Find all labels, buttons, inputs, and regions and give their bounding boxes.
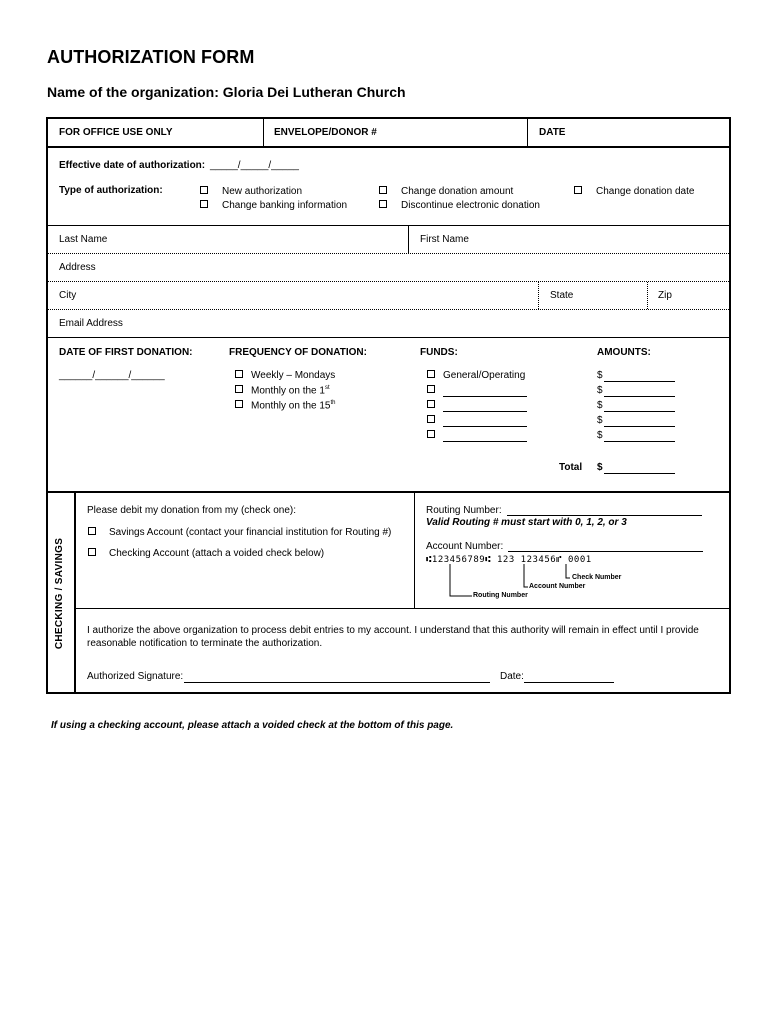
fund-name-field[interactable] — [443, 426, 527, 427]
dollar-sign: $ — [597, 415, 603, 426]
dollar-sign: $ — [597, 385, 603, 396]
routing-number-pointer — [450, 564, 472, 596]
routing-number-label: Routing Number: — [426, 505, 502, 516]
amount-field[interactable] — [604, 411, 675, 412]
dollar-sign: $ — [597, 430, 603, 441]
dollar-sign: $ — [597, 400, 603, 411]
monthly-15th-label: Monthly on the 15th — [251, 400, 336, 412]
account-number-caption: Account Number — [529, 583, 586, 590]
new-authorization-checkbox[interactable] — [200, 186, 208, 194]
weekly-label: Weekly – Mondays — [251, 370, 336, 381]
last-name-field[interactable]: Last Name — [59, 234, 108, 245]
amount-field[interactable] — [604, 396, 675, 397]
account-number-field[interactable] — [508, 551, 703, 552]
new-authorization-label: New authorization — [222, 186, 303, 197]
change-banking-checkbox[interactable] — [200, 200, 208, 208]
organization-name: Name of the organization: Gloria Dei Lutheran Church — [47, 84, 406, 100]
divider — [527, 118, 528, 146]
check-number-pointer — [566, 564, 570, 578]
account-number-label: Account Number: — [426, 541, 504, 552]
effective-date-field[interactable]: _____/_____/_____ — [210, 160, 299, 171]
effective-date-label: Effective date of authorization: — [59, 160, 206, 171]
dollar-sign: $ — [597, 462, 603, 473]
routing-number-note: Valid Routing # must start with 0, 1, 2, or 3 — [426, 517, 627, 528]
funds-label: FUNDS: — [420, 347, 458, 358]
first-donation-label: DATE OF FIRST DONATION: — [59, 347, 193, 358]
change-banking-label: Change banking information — [222, 200, 348, 211]
savings-account-checkbox[interactable] — [88, 527, 96, 535]
signature-date-field[interactable] — [524, 682, 614, 683]
weekly-checkbox[interactable] — [235, 370, 243, 378]
savings-account-label: Savings Account (contact your financial institution for Routing #) — [109, 527, 392, 538]
divider — [47, 253, 731, 254]
divider — [47, 225, 731, 226]
office-use-label: FOR OFFICE USE ONLY — [59, 127, 173, 138]
type-of-authorization-label: Type of authorization: — [59, 185, 163, 196]
monthly-15th-checkbox[interactable] — [235, 400, 243, 408]
authorized-signature-label: Authorized Signature: — [87, 671, 184, 682]
form-title: AUTHORIZATION FORM — [47, 47, 255, 67]
footer-note: If using a checking account, please attach a voided check at the bottom of this page. — [51, 720, 454, 731]
divider — [263, 118, 264, 146]
city-field[interactable]: City — [59, 290, 77, 301]
change-date-checkbox[interactable] — [574, 186, 582, 194]
divider — [47, 491, 731, 493]
authorized-signature-field[interactable] — [184, 682, 490, 683]
checking-savings-side-label: CHECKING / SAVINGS — [54, 537, 66, 649]
discontinue-checkbox[interactable] — [379, 200, 387, 208]
divider — [75, 608, 731, 609]
divider — [74, 492, 76, 693]
amount-field[interactable] — [604, 441, 675, 442]
change-amount-checkbox[interactable] — [379, 186, 387, 194]
routing-number-field[interactable] — [507, 515, 702, 516]
divider — [538, 282, 539, 309]
debit-prompt: Please debit my donation from my (check one): — [87, 505, 296, 516]
office-date-label: DATE — [539, 127, 566, 138]
fund-checkbox-2[interactable] — [427, 385, 435, 393]
fund-checkbox-5[interactable] — [427, 430, 435, 438]
fund-checkbox-1[interactable] — [427, 370, 435, 378]
fund-name-field[interactable] — [443, 396, 527, 397]
email-field[interactable]: Email Address — [59, 318, 123, 329]
first-name-field[interactable]: First Name — [420, 234, 469, 245]
signature-date-label: Date: — [500, 671, 524, 682]
total-amount-field[interactable] — [604, 473, 675, 474]
micr-line: ⑆123456789⑆ 123 123456⑈ 0001 — [426, 555, 592, 565]
authorization-statement: I authorize the above organization to process debit entries to my account. I understand that this authority will remain in effect until I provide reasonable notification to terminate the authorization. — [87, 625, 699, 649]
change-amount-label: Change donation amount — [401, 186, 514, 197]
divider — [647, 282, 648, 309]
monthly-1st-checkbox[interactable] — [235, 385, 243, 393]
amount-field[interactable] — [604, 381, 675, 382]
account-number-pointer — [524, 564, 528, 587]
checking-account-label: Checking Account (attach a voided check below) — [109, 548, 325, 559]
check-number-caption: Check Number — [572, 574, 622, 581]
fund-general-operating-label: General/Operating — [443, 370, 526, 381]
routing-number-caption: Routing Number — [473, 592, 528, 599]
dollar-sign: $ — [597, 370, 603, 381]
divider — [414, 492, 415, 608]
divider — [47, 337, 731, 338]
fund-name-field[interactable] — [443, 411, 527, 412]
fund-checkbox-4[interactable] — [427, 415, 435, 423]
monthly-1st-label: Monthly on the 1st — [251, 385, 330, 397]
checking-account-checkbox[interactable] — [88, 548, 96, 556]
divider — [47, 281, 731, 282]
divider — [47, 146, 731, 148]
envelope-donor-label: ENVELOPE/DONOR # — [274, 127, 377, 138]
total-label: Total — [559, 462, 583, 473]
address-field[interactable]: Address — [59, 262, 96, 273]
fund-checkbox-3[interactable] — [427, 400, 435, 408]
state-field[interactable]: State — [550, 290, 574, 301]
first-donation-date-field[interactable]: ______/______/______ — [59, 370, 165, 381]
frequency-label: FREQUENCY OF DONATION: — [229, 347, 367, 358]
divider — [47, 309, 731, 310]
change-date-label: Change donation date — [596, 186, 695, 197]
amounts-label: AMOUNTS: — [597, 347, 651, 358]
divider — [408, 226, 409, 253]
zip-field[interactable]: Zip — [658, 290, 672, 301]
fund-name-field[interactable] — [443, 441, 527, 442]
discontinue-label: Discontinue electronic donation — [401, 200, 540, 211]
amount-field[interactable] — [604, 426, 675, 427]
